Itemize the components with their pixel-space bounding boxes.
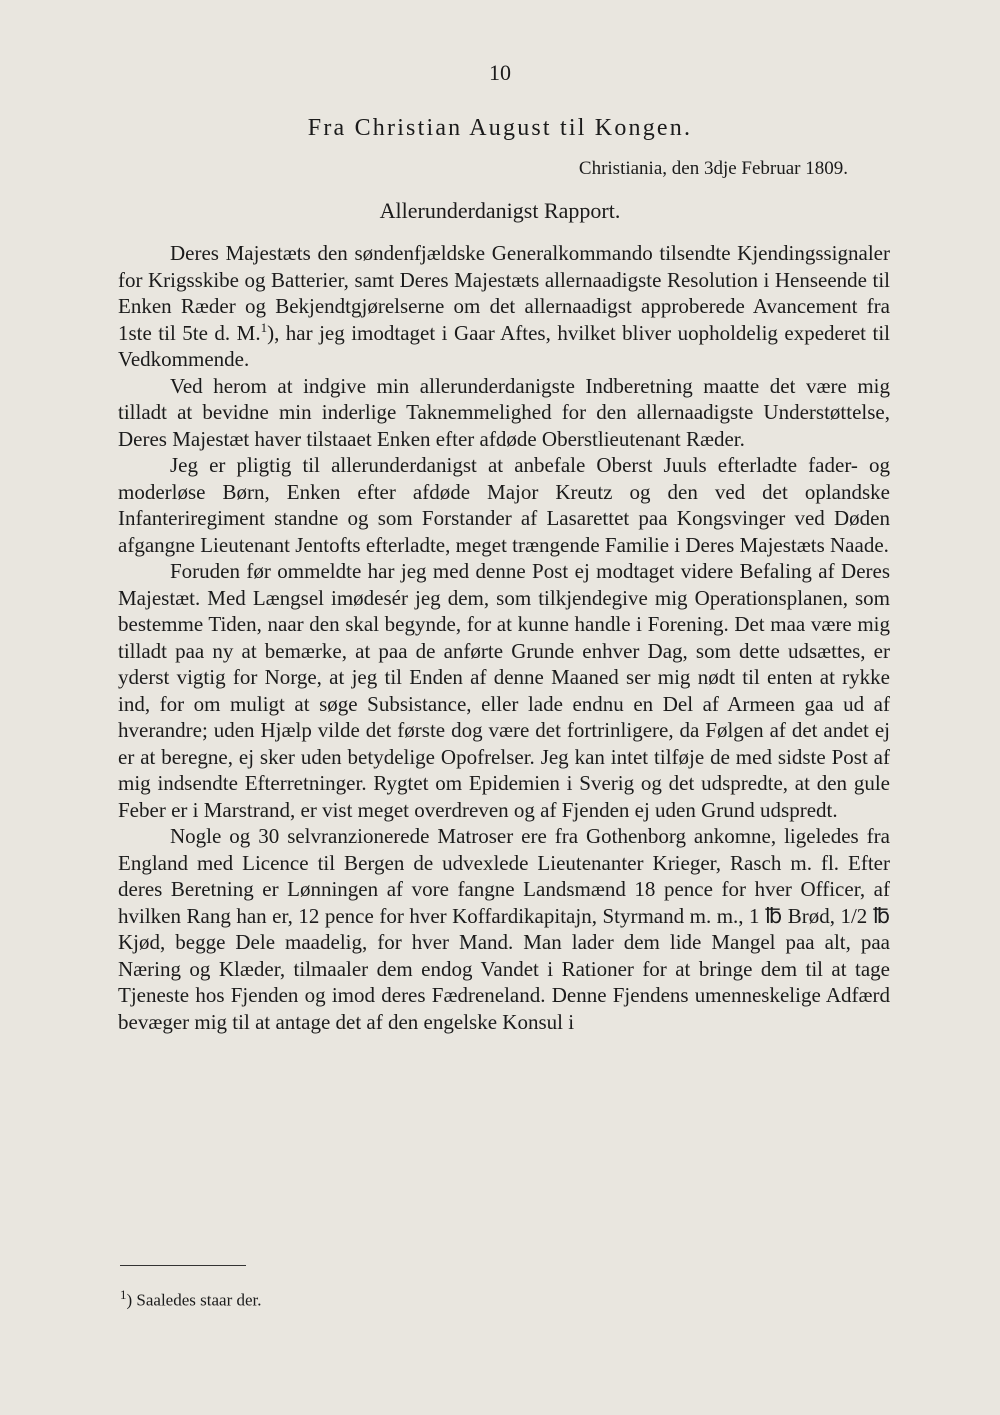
salutation: Allerunderdanigst Rapport. (379, 198, 621, 223)
footnote (120, 1287, 262, 1311)
paragraph-3: Jeg er pligtig til allerunderdanigst at anbefale Oberst Juuls efterladte fader- og moderløse Børn, Enken efter afdøde Major Kreutz og den ved det oplandske Infanteriregiment standne og som Forstander af Lasarettet paa Kongsvinger ved Døden afgangne Lieutenant Jentofts efterladte, meget trængende Familie i Deres Majestæts Naade. (118, 453, 890, 557)
footnote-text: ) Saaledes staar der. (126, 1290, 262, 1310)
letter-body (118, 240, 890, 1035)
paragraph-5 (118, 823, 890, 1035)
paragraph-5-text-b: ℔ Kjød, begge Dele maadelig, for hver Mand. Man lader dem lide Mangel paa alt, paa Næring og Klæder, tilmaaler dem endog Vandet i Rationer for at bringe dem til at tage Tjeneste hos Fjenden og imod deres Fædreneland. Denne Fjendens umenneskelige Adfærd bevæger mig til at antage det af den engelske Konsul i (118, 903, 890, 1034)
paragraph-5-text-a: Nogle og 30 selvranzionerede Matroser ere fra Gothenborg ankomne, ligeledes fra England med Licence til Bergen de udvexlede Lieutenanter Krieger, Rasch m. fl. Efter deres Beretning er Lønningen af vore fangne Landsmænd 18 pence for hver Officer, af hvilken Rang han er, 12 pence for hver Koffardikapitajn, Styrmand m. m., 1 ℔ Brød, (118, 824, 890, 928)
paragraph-2: Ved herom at indgive min allerunderdanigste Indberetning maatte det være mig tilladt at bevidne min inderlige Taknemmelighed for den allernaadigste Understøttelse, Deres Majestæt haver tilstaaet Enken efter afdøde Oberstlieutenant Ræder. (118, 373, 890, 451)
paragraph-1 (118, 240, 890, 373)
footnote-mark: 1 (120, 1287, 127, 1302)
dateline: Christiania, den 3dje Februar 1809. (578, 158, 848, 179)
footnote-reference: 1 (260, 319, 268, 335)
fraction-half: 1/2 (840, 903, 868, 928)
footnote-divider (120, 1265, 246, 1266)
page-number: 10 (489, 60, 511, 85)
paragraph-4: Foruden før ommeldte har jeg med denne Post ej modtaget videre Befaling af Deres Majestæt. Med Længsel imødesér jeg dem, som tilkjendegive mig Operationsplanen, som bestemme Tiden, naar den skal begynde, for at kunne handle i Forening. Det maa være mig tilladt paa ny at bemærke, at paa de anførte Grunde enhver Dag, som dette udsættes, er yderst vigtig for Norge, at jeg til Enden af denne Maaned ser mig nødt til enten at rykke ind, for om muligt at søge Subsistance, eller lade endnu en Del af Armeen gaa ud af hverandre; uden Hjælp vilde det første dog være det fortrinligere, da Følgen af det andet ej er at beregne, ej sker uden betydelige Opofrelser. Jeg kan intet tilføje de med sidste Post af mig indsendte Efterretninger. Rygtet om Epidemien i Sverig og det udspredte, at den gule Feber er i Marstrand, er vist meget overdreven og af Fjenden ej uden Grund udspredt. (118, 559, 890, 822)
letter-title: Fra Christian August til Kongen. (307, 115, 693, 141)
paragraph-1-text-b: ), har jeg imodtaget i Gaar Aftes, hvilket bliver uopholdelig expederet til Vedkommende. (118, 320, 890, 371)
paragraph-1-text-a: Deres Majestæts den søndenfjældske Generalkommando tilsendte Kjendingssignaler for Krigsskibe og Batterier, samt Deres Majestæts allernaadigste Resolution i Henseende til Enken Ræder og Bekjendtgjørelserne om det allernaadigst approberede Avancement fra 1ste til 5te d. M. (118, 241, 890, 345)
